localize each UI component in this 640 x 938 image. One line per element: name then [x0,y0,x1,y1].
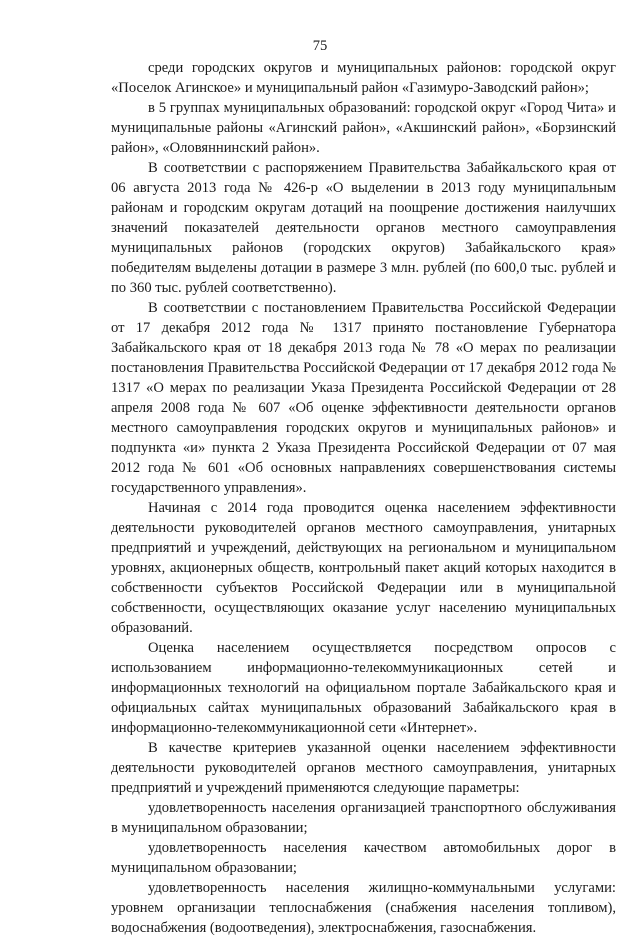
paragraph-8: удовлетворенность населения организацией транспортного обслуживания в муниципальном образовании; [111,800,616,836]
page-number: 75 [312,38,328,54]
paragraph-9: удовлетворенность населения качеством автомобильных дорог в муниципальном образовании; [111,840,616,876]
paragraph-2: в 5 группах муниципальных образований: городской округ «Город Чита» и муниципальные районы «Агинский район», «Акшинский район», «Борзинский район», «Оловяннинский район». [111,100,616,156]
paragraph-6: Оценка населением осуществляется посредством опросов с использованием информационно-телекоммуникационных сетей и информационных технологий на официальном портале Забайкальского края и официальных сайтах муниципальных образований Забайкальского края в информационно-телекоммуникационной сети «Интернет». [111,640,616,736]
paragraph-7: В качестве критериев указанной оценки населением эффективности деятельности руководителей органов местного самоуправления, унитарных предприятий и учреждений применяются следующие параметры: [111,740,616,796]
paragraph-4: В соответствии с постановлением Правительства Российской Федерации от 17 декабря 2012 года № 1317 принято постановление Губернатора Забайкальского края от 18 декабря 2013 года № 78 «О мерах по реализации постановления Правительства Российской Федерации от 17 декабря 2012 года № 1317 «О мерах по реализации Указа Президента Российской Федерации от 28 апреля 2008 года № 607 «Об оценке эффективности деятельности органов местного самоуправления городских округов и муниципальных районов» и подпункта «и» пункта 2 Указа Президента Российской Федерации от 07 мая 2012 года № 601 «Об основных направлениях совершенствования системы государственного управления». [111,300,616,496]
paragraph-1: среди городских округов и муниципальных районов: городской округ «Поселок Агинское» и муниципальный район «Газимуро-Заводский район»; [111,60,616,96]
body-text [111,58,616,938]
paragraph-5: Начиная с 2014 года проводится оценка населением эффективности деятельности руководителей органов местного самоуправления, унитарных предприятий и учреждений, действующих на региональном и муниципальном уровнях, акционерных обществ, контрольный пакет акций которых находится в собственности субъектов Российской Федерации или в муниципальной собственности, осуществляющих оказание услуг населению муниципальных образований. [111,500,616,636]
paragraph-3: В соответствии с распоряжением Правительства Забайкальского края от 06 августа 2013 года № 426-р «О выделении в 2013 году муниципальным районам и городским округам дотаций на поощрение достижения наилучших значений показателей деятельности органов местного самоуправления муниципальных районов (городских округов) Забайкальского края» победителям выделены дотации в размере 3 млн. рублей (по 600,0 тыс. рублей и по 360 тыс. рублей соответственно). [111,160,616,296]
paragraph-10: удовлетворенность населения жилищно-коммунальными услугами: уровнем организации теплоснабжения (снабжения населения топливом), водоснабжения (водоотведения), электроснабжения, газоснабжения. [111,880,616,936]
